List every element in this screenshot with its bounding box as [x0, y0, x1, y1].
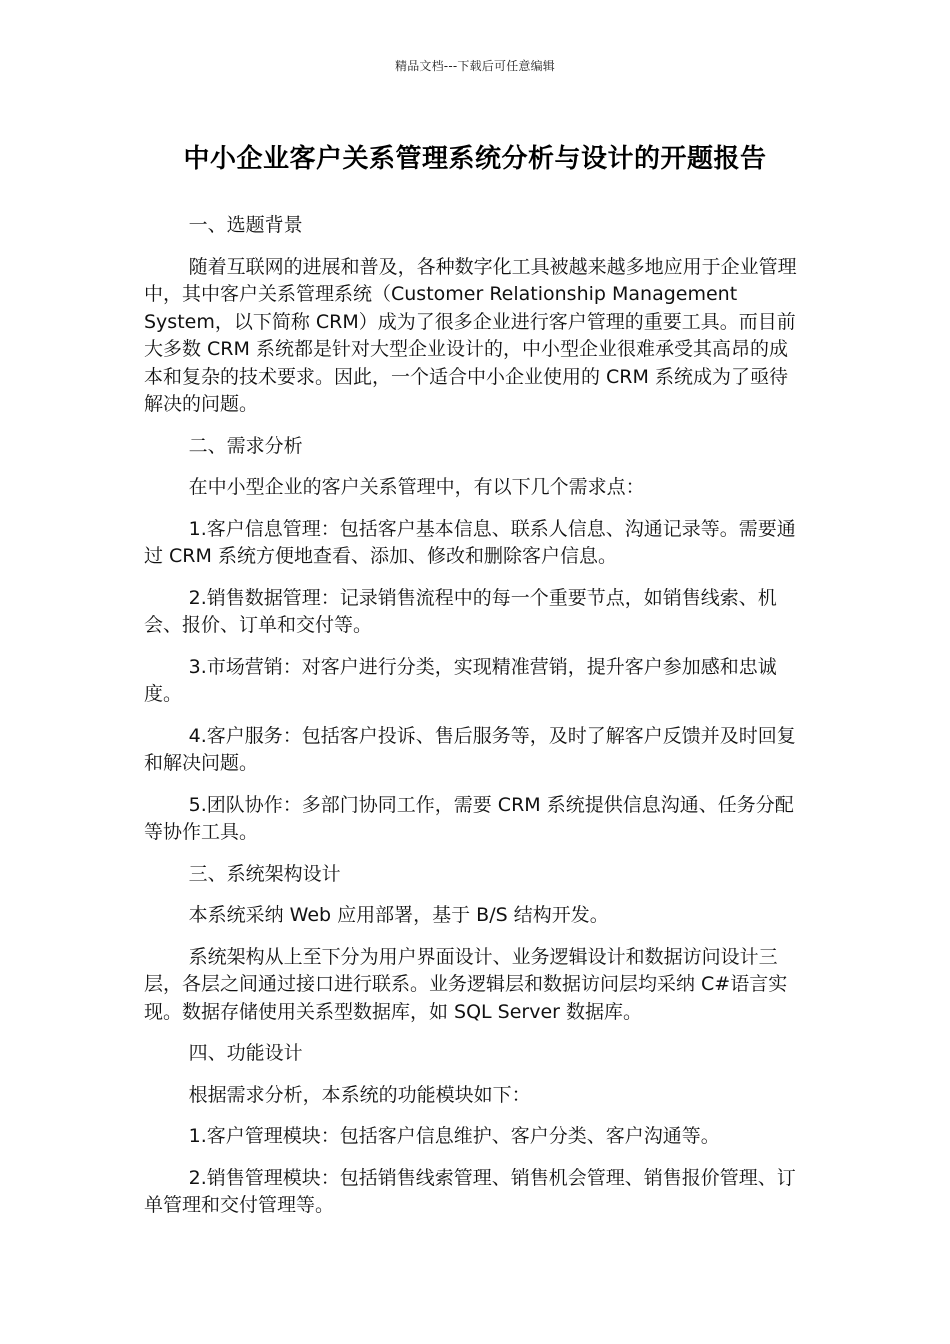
list-item-team-collaboration: 5.团队协作：多部门协同工作，需要 CRM 系统提供信息沟通、任务分配等协作工具。 — [144, 793, 794, 843]
paragraph-requirements-intro: 在中小型企业的客户关系管理中，有以下几个需求点： — [188, 476, 645, 498]
list-item-customer-info: 1.客户信息管理：包括客户基本信息、联系人信息、沟通记录等。需要通过 CRM 系统方便地查看、添加、修改和删除客户信息。 — [144, 517, 796, 567]
document-body — [144, 212, 806, 1234]
paragraph-functions-intro: 根据需求分析，本系统的功能模块如下： — [188, 1083, 531, 1106]
section-heading-requirements: 二、需求分析 — [188, 434, 303, 457]
section-heading-background: 一、选题背景 — [188, 214, 303, 236]
paragraph-background: 随着互联网的进展和普及，各种数字化工具被越来越多地应用于企业管理中，其中客户关系管理系统（Customer Relationship Management System，以下简称 CRM）成为了很多企业进行客户管理的重要工具。而目前大多数 CRM 系统都是针对大型企业设计的，中小型企业很难承受其高昂的成本和复杂的技术要求。因此，一个适合中小企业使用的 CRM 系统成为了亟待解决的问题。 — [144, 255, 797, 415]
list-item-customer-module: 1.客户管理模块：包括客户信息维护、客户分类、客户沟通等。 — [188, 1125, 720, 1147]
paragraph-architecture-deploy: 本系统采纳 Web 应用部署，基于 B/S 结构开发。 — [188, 904, 609, 926]
paragraph-architecture-layers: 系统架构从上至下分为用户界面设计、业务逻辑设计和数据访问设计三层，各层之间通过接口进行联系。业务逻辑层和数据访问层均采纳 C#语言实现。数据存储使用关系型数据库，如 SQL Server 数据库。 — [144, 945, 788, 1023]
section-heading-functions: 四、功能设计 — [188, 1042, 303, 1064]
list-item-sales-module: 2.销售管理模块：包括销售线索管理、销售机会管理、销售报价管理、订单管理和交付管理等。 — [144, 1166, 796, 1216]
list-item-marketing: 3.市场营销：对客户进行分类，实现精准营销，提升客户参加感和忠诚度。 — [144, 655, 777, 705]
list-item-customer-service: 4.客户服务：包括客户投诉、售后服务等，及时了解客户反馈并及时回复和解决问题。 — [144, 724, 796, 774]
document-title: 中小企业客户关系管理系统分析与设计的开题报告 — [183, 144, 767, 174]
page-header: 精品文档---下载后可任意编辑 — [395, 59, 555, 73]
section-heading-architecture: 三、系统架构设计 — [188, 862, 341, 885]
list-item-sales-data: 2.销售数据管理：记录销售流程中的每一个重要节点，如销售线索、机会、报价、订单和交付等。 — [144, 586, 777, 636]
